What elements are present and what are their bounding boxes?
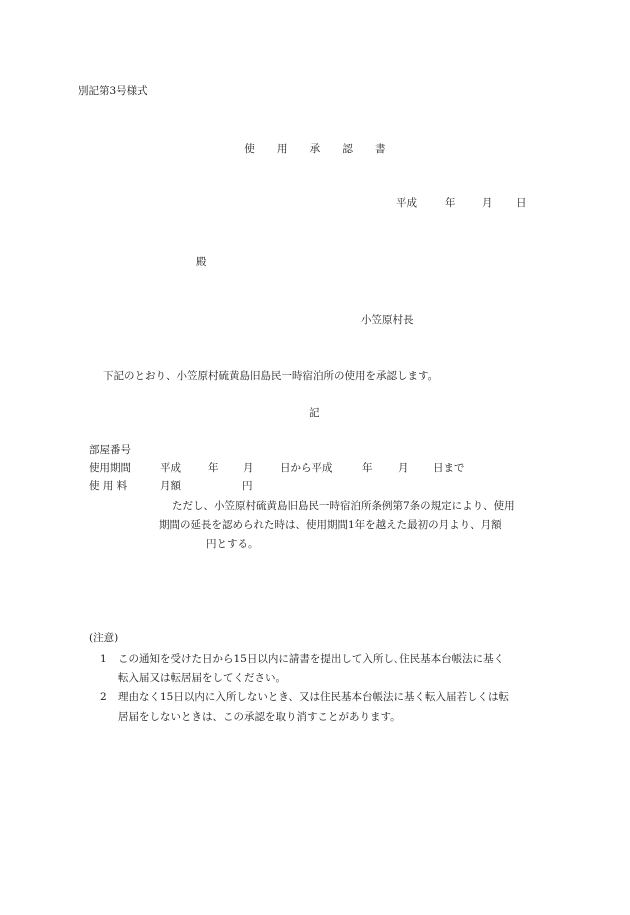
title-char: 認 bbox=[342, 143, 354, 155]
date-month: 月 bbox=[482, 197, 493, 209]
period-label: 使用期間 bbox=[89, 462, 131, 474]
date-era: 平成 bbox=[396, 197, 417, 209]
fee-yen: 円 bbox=[242, 480, 253, 492]
ki-heading: 記 bbox=[309, 407, 320, 419]
proviso-line: 円とする。 bbox=[206, 538, 259, 550]
note-item bbox=[100, 692, 509, 703]
note-number: 2 bbox=[100, 691, 107, 703]
fee-unit: 月額 bbox=[160, 480, 181, 492]
title-char: 承 bbox=[309, 143, 321, 155]
proviso-line: ただし、小笠原村硫黄島旧島民一時宿泊所条例第7条の規定により、使用 bbox=[172, 500, 515, 512]
form-id: 別記第3号様式 bbox=[78, 85, 148, 97]
date-day: 日 bbox=[516, 197, 527, 209]
period-part: 平成 bbox=[160, 462, 181, 474]
room-number-label: 部屋番号 bbox=[89, 444, 131, 456]
proviso-line: 期間の延長を認められた時は、使用期間1年を越えた最初の月より、月額 bbox=[159, 519, 502, 531]
period-part: 年 bbox=[208, 462, 219, 474]
addressee: 殿 bbox=[196, 256, 207, 268]
note-text: 理由なく15日以内に入所しないとき、又は住民基本台帳法に基く転入届若しくは転 bbox=[118, 691, 509, 703]
notes-heading: (注意) bbox=[89, 632, 119, 644]
intro-text: 下記のとおり、小笠原村硫黄島旧島民一時宿泊所の使用を承認します。 bbox=[103, 370, 439, 382]
period-part: 日まで bbox=[433, 462, 465, 474]
period-part: 月 bbox=[243, 462, 254, 474]
document-title bbox=[0, 144, 630, 155]
fee-label: 使 用 料 bbox=[89, 480, 128, 492]
note-continuation: 転入届又は転居届をしてください。 bbox=[118, 672, 286, 684]
title-char: 使 bbox=[244, 143, 255, 155]
note-number: 1 bbox=[100, 653, 107, 665]
note-continuation: 居届をしないときは、この承認を取り消すことがあります。 bbox=[118, 711, 401, 723]
date-year: 年 bbox=[445, 197, 456, 209]
period-part: 日から平成 bbox=[280, 462, 333, 474]
issuer: 小笠原村長 bbox=[361, 314, 414, 326]
title-char: 書 bbox=[375, 143, 386, 155]
title-char: 用 bbox=[276, 143, 288, 155]
note-text: この通知を受けた日から15日以内に請書を提出して入所し､住民基本台帳法に基く bbox=[118, 653, 505, 665]
note-item bbox=[100, 654, 504, 665]
period-part: 年 bbox=[362, 462, 373, 474]
period-part: 月 bbox=[398, 462, 409, 474]
